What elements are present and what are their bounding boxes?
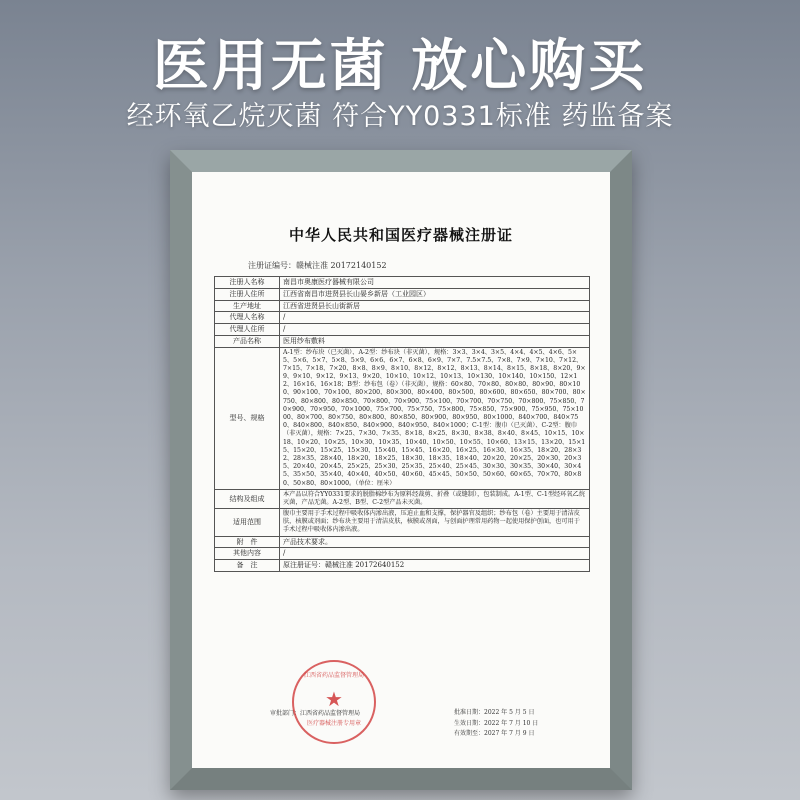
registration-number-value: 赣械注准 20172140152 (296, 261, 387, 270)
registrant-value: 南昌市奥康医疗器械有限公司 (280, 277, 590, 289)
remark-value: 原注册证号：赣械注准 20172640152 (280, 560, 590, 572)
table-row (215, 300, 590, 312)
registrant-label: 注册人名称 (215, 277, 280, 289)
seal-arc-text: 江西省药品监督管理局 (303, 672, 364, 679)
approval-date: 批准日期：2022 年 5 月 5 日 (454, 709, 535, 716)
expiry-date: 有效期至：2027 年 7 月 9 日 (454, 730, 535, 737)
attachment-value: 产品技术要求。 (280, 536, 590, 548)
product-value: 医用纱布敷料 (280, 335, 590, 347)
production-label: 生产地址 (215, 300, 280, 312)
agent-residence-label: 代理人住所 (215, 324, 280, 336)
production-value: 江西省进贤县长山街新居 (280, 300, 590, 312)
structure-value: 本产品以符合YY0331要求的脱脂棉纱布为原料经裁剪、折叠（或缝制），包装制成。A-1型、C-1型经环氧乙烷灭菌，产品无菌。A-2型、B型、C-2型产品未灭菌。 (280, 489, 590, 508)
scope-label: 适用范围 (215, 509, 280, 537)
model-label: 型号、规格 (215, 347, 280, 489)
table-row (215, 347, 590, 489)
date-block (454, 708, 538, 740)
attachment-label: 附 件 (215, 536, 280, 548)
agent-name-value: / (280, 312, 590, 324)
table-row (215, 324, 590, 336)
table-row (215, 560, 590, 572)
picture-frame (170, 150, 632, 790)
banner-subline: 经环氧乙烷灭菌 符合YY0331标准 药监备案 (126, 101, 674, 132)
effective-date: 生效日期：2022 年 7 月 10 日 (454, 719, 539, 727)
table-row (215, 312, 590, 324)
table-row (215, 536, 590, 548)
table-row (215, 288, 590, 300)
table-row (215, 335, 590, 347)
registration-number (248, 260, 387, 271)
approver: 审批部门：江西省药品监督管理局 (270, 710, 361, 717)
other-label: 其他内容 (215, 548, 280, 560)
other-value: / (280, 548, 590, 560)
agent-name-label: 代理人名称 (215, 312, 280, 324)
banner-headline: 医用无菌 放心购买 (152, 34, 648, 99)
structure-label: 结构及组成 (215, 489, 280, 508)
table-row (215, 509, 590, 537)
model-value: A-1型：纱布块（已灭菌）、A-2型：纱布块（非灭菌），规格：3×3、3×4、3×5、4×4、4×5、4×6、5×5、5×6、5×7、5×8、5×9、6×6、6×7、6×8、6×9、7×7、7.5×7.5、7×8、7×9、7×10、7×12、7×15、7×18、7×20、8×8、8×9、8×10、8×12、8×12、8×13、8×14、8×15、8×18、8×20、9×9、9×10、9×12、9×13、9×20、10×10、10×12、10×13、10×130、10×140、10×150、12×12、16×16、16×18；B型：纱布包（卷）（非灭菌），规格：60×80、70×80、80×80、80×90、80×100、90×100、70×100、80×200、80×300、80×400、80×500、80×600、80×650、80×700、80×750、80×800、80×850、70×800、70×900、75×100、70×700、70×750、70×800、75×850、70×900、70×950、70×1000、75×700、75×750、75×800、75×850、75×900、75×950、75×1000、80×700、80×750、80×800、80×850、80×900、80×950、80×1000、840×700、840×750、840×800、840×850、840×900、840×950、840×1000；C-1型：腹巾（已灭菌）、C-2型：腹巾（非灭菌），规格：7×25、7×30、7×35、8×18、8×25、8×30、8×38、8×40、8×45、10×15、10×18、10×20、10×25、10×30、10×35、10×40、10×50、10×55、10×60、13×15、13×20、15×15、15×20、15×25、15×30、15×40、15×45、16×20、16×25、16×30、16×35、18×20、28×32、28×35、28×40、18×20、18×25、18×30、18×35、18×40、20×20、20×25、20×30、20×35、20×40、20×45、25×25、25×30、25×35、25×40、25×45、30×30、30×35、30×40、30×45、35×50、35×40、40×40、40×50、40×60、45×45、50×50、50×60、60×65、70×70、80×80、50×80、80×1000。（单位：厘米） (280, 347, 590, 489)
table-row (215, 277, 590, 289)
official-seal (292, 660, 376, 744)
residence-value: 江西省南昌市进贤县长山晏乡新居（工业园区） (280, 288, 590, 300)
certificate-table (214, 276, 590, 572)
product-label: 产品名称 (215, 335, 280, 347)
agent-residence-value: / (280, 324, 590, 336)
certificate-paper (192, 172, 610, 768)
seal-bottom-text: 医疗器械注册专用章 (306, 720, 361, 727)
star-icon: ★ (325, 687, 343, 711)
table-row (215, 489, 590, 508)
registration-number-label: 注册证编号： (248, 261, 296, 270)
scope-value: 腹巾主要用于手术过程中吸收体内渗出液，压迫止血和支撑，保护器官及组织；纱布包（卷）主要用于清洁皮肤，核膜或剂面；纱布块主要用于清洁皮肤，核膜或剂面，与创面护理常用药物一起使用保护创面，也可用于手术过程中吸收体内渗出液。 (280, 509, 590, 537)
table-row (215, 548, 590, 560)
remark-label: 备 注 (215, 560, 280, 572)
certificate-title: 中华人民共和国医疗器械注册证 (288, 226, 513, 244)
residence-label: 注册人住所 (215, 288, 280, 300)
